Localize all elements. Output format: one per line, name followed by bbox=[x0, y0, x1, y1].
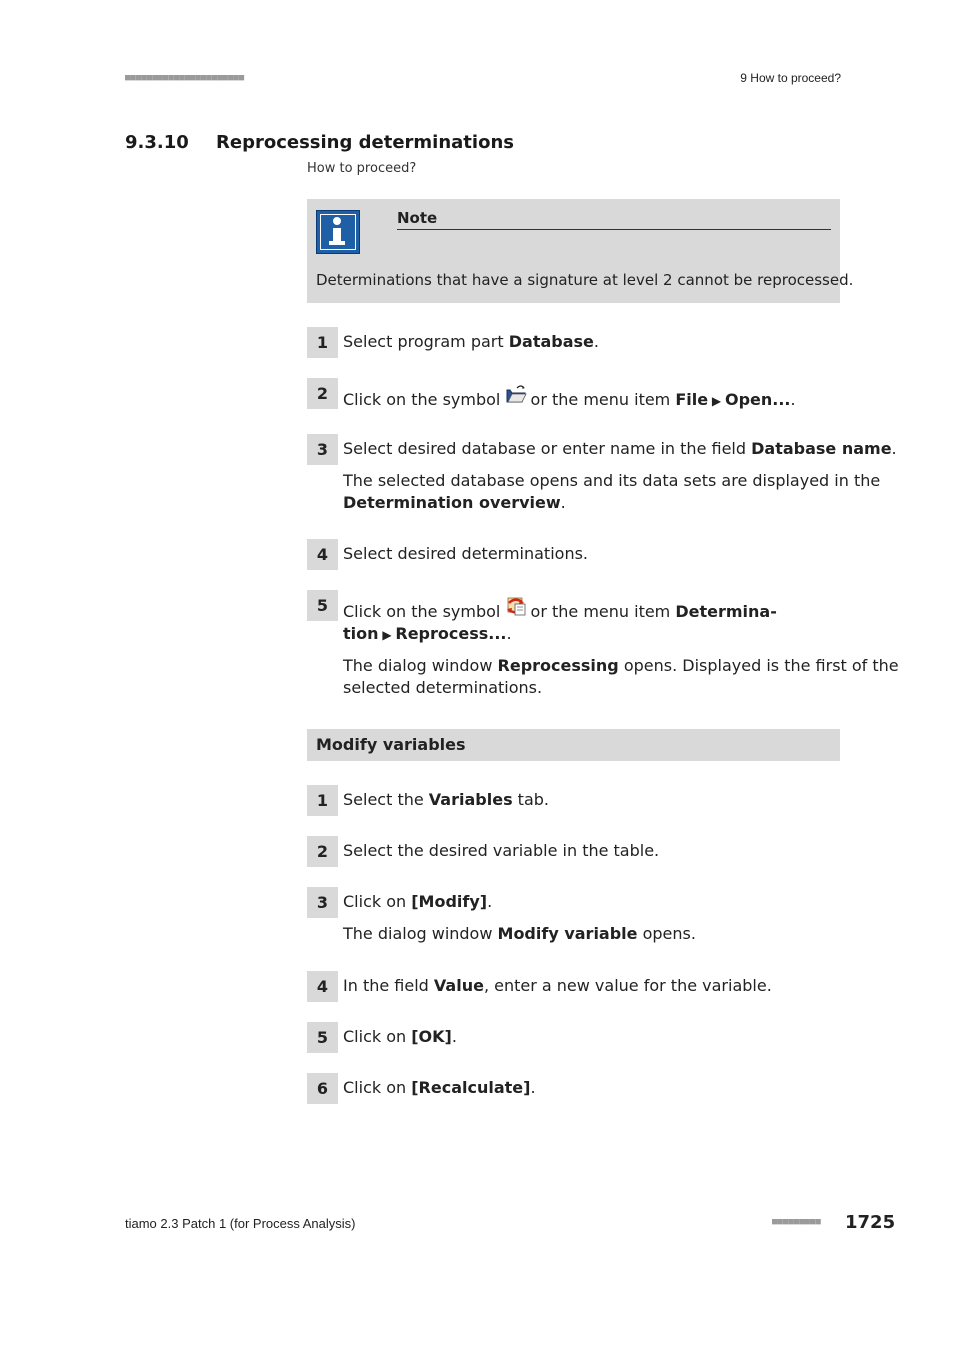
step-text: Click on [OK]. bbox=[343, 1027, 457, 1046]
step-text: Select program part Database. bbox=[343, 332, 599, 351]
page-number: 1725 bbox=[845, 1212, 896, 1233]
step-result: selected determinations. bbox=[343, 678, 543, 697]
section-title: Reprocessing determinations bbox=[216, 132, 514, 153]
step-result: The selected database opens and its data sets are displayed in the bbox=[343, 471, 881, 490]
note-title: Note bbox=[397, 209, 438, 227]
info-icon bbox=[316, 210, 360, 254]
note-box bbox=[307, 199, 854, 303]
step-result: Determination overview. bbox=[343, 493, 566, 512]
footer-marker: ■■■■■■■■■ bbox=[772, 1217, 821, 1227]
step-text-cont: tion ▶ Reprocess.... bbox=[343, 624, 512, 643]
step-number: 2 bbox=[307, 836, 338, 867]
step-number: 1 bbox=[307, 327, 338, 358]
reprocess-icon bbox=[505, 599, 525, 619]
note-divider bbox=[397, 229, 831, 230]
step-number: 2 bbox=[307, 378, 338, 409]
header-marker: ■■■■■■■■■■■■■■■■■■■■■■ bbox=[125, 73, 245, 83]
step-text: Select the Variables tab. bbox=[343, 790, 549, 809]
step-number: 4 bbox=[307, 971, 338, 1002]
modify-variables-heading: Modify variables bbox=[307, 729, 840, 761]
step-number: 1 bbox=[307, 785, 338, 816]
step-number: 5 bbox=[307, 1022, 338, 1053]
step-text: Click on [Recalculate]. bbox=[343, 1078, 536, 1097]
step-number: 6 bbox=[307, 1073, 338, 1104]
step-text: Click on [Modify]. bbox=[343, 892, 493, 911]
note-text: Determinations that have a signature at level 2 cannot be reprocessed. bbox=[316, 271, 854, 289]
footer-product: tiamo 2.3 Patch 1 (for Process Analysis) bbox=[125, 1216, 356, 1231]
section-subtitle: How to proceed? bbox=[307, 161, 417, 176]
step-number: 3 bbox=[307, 434, 338, 465]
step-result: The dialog window Reprocessing opens. Displayed is the first of the bbox=[343, 656, 899, 675]
step-result: The dialog window Modify variable opens. bbox=[343, 924, 696, 943]
section-number: 9.3.10 bbox=[125, 132, 189, 153]
header-chapter: 9 How to proceed? bbox=[740, 71, 841, 85]
step-number: 3 bbox=[307, 887, 338, 918]
open-folder-icon bbox=[505, 387, 525, 407]
step-text: Select the desired variable in the table. bbox=[343, 841, 660, 860]
step-number: 4 bbox=[307, 539, 338, 570]
step-text: In the field Value, enter a new value for the variable. bbox=[343, 976, 772, 995]
step-text: Click on the symbol or the menu item File ▶ Open.... bbox=[343, 387, 796, 412]
step-text: Click on the symbol or the menu item Determina- bbox=[343, 599, 777, 623]
step-text: Select desired database or enter name in the field Database name. bbox=[343, 439, 897, 458]
step-number: 5 bbox=[307, 590, 338, 621]
step-text: Select desired determinations. bbox=[343, 544, 588, 563]
